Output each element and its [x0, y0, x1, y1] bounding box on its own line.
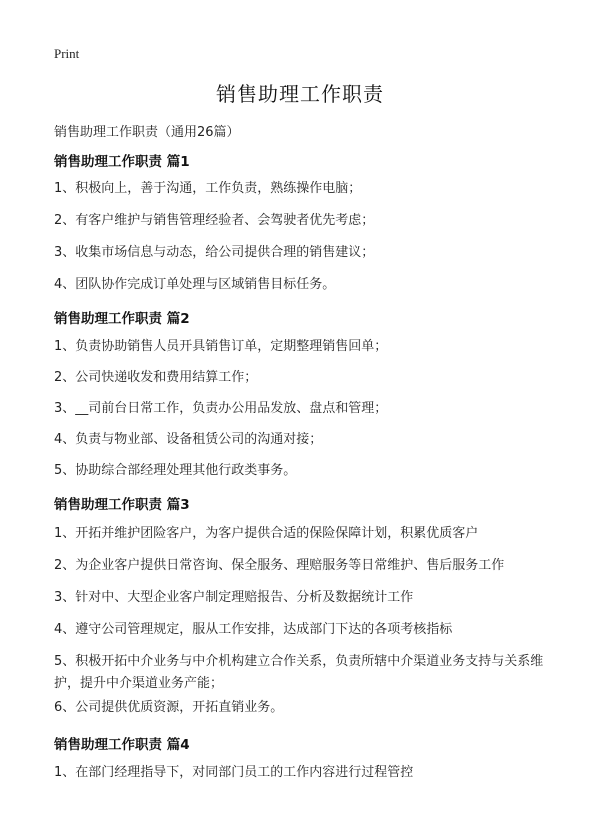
list-item: 4、团队协作完成订单处理与区域销售目标任务。	[54, 277, 336, 292]
list-item: 3、针对中、大型企业客户制定理赔报告、分析及数据统计工作	[54, 590, 414, 605]
print-label: Print	[54, 46, 80, 61]
list-item: 3、__司前台日常工作，负责办公用品发放、盘点和管理；	[54, 401, 388, 416]
list-item: 4、负责与物业部、设备租赁公司的沟通对接；	[54, 432, 323, 447]
section-1-heading: 销售助理工作职责 篇1	[54, 154, 190, 170]
list-item: 3、收集市场信息与动态，给公司提供合理的销售建议；	[54, 245, 375, 260]
list-item: 6、公司提供优质资源，开拓直销业务。	[54, 700, 284, 715]
section-3-heading: 销售助理工作职责 篇3	[54, 497, 190, 513]
document-title: 销售助理工作职责	[216, 82, 384, 106]
list-item: 2、公司快递收发和费用结算工作；	[54, 370, 258, 385]
list-item: 1、开拓并维护团险客户，为客户提供合适的保险保障计划，积累优质客户	[54, 526, 479, 541]
list-item: 1、在部门经理指导下，对同部门员工的工作内容进行过程管控	[54, 765, 414, 780]
list-item: 5、积极开拓中介业务与中介机构建立合作关系，负责所辖中介渠道业务支持与关系维护，提升中介渠道业务产能；	[54, 654, 544, 691]
section-4-heading: 销售助理工作职责 篇4	[54, 737, 190, 753]
list-item: 4、遵守公司管理规定，服从工作安排，达成部门下达的各项考核指标	[54, 622, 453, 637]
section-2-heading: 销售助理工作职责 篇2	[54, 311, 190, 327]
list-item: 2、有客户维护与销售管理经验者、会驾驶者优先考虑；	[54, 213, 375, 228]
list-item: 5、协助综合部经理处理其他行政类事务。	[54, 463, 297, 478]
list-item: 2、为企业客户提供日常咨询、保全服务、理赔服务等日常维护、售后服务工作	[54, 558, 505, 573]
list-item: 1、积极向上，善于沟通，工作负责，熟练操作电脑；	[54, 181, 362, 196]
list-item: 1、负责协助销售人员开具销售订单，定期整理销售回单；	[54, 339, 388, 354]
document-subtitle: 销售助理工作职责（通用26篇）	[54, 125, 240, 140]
